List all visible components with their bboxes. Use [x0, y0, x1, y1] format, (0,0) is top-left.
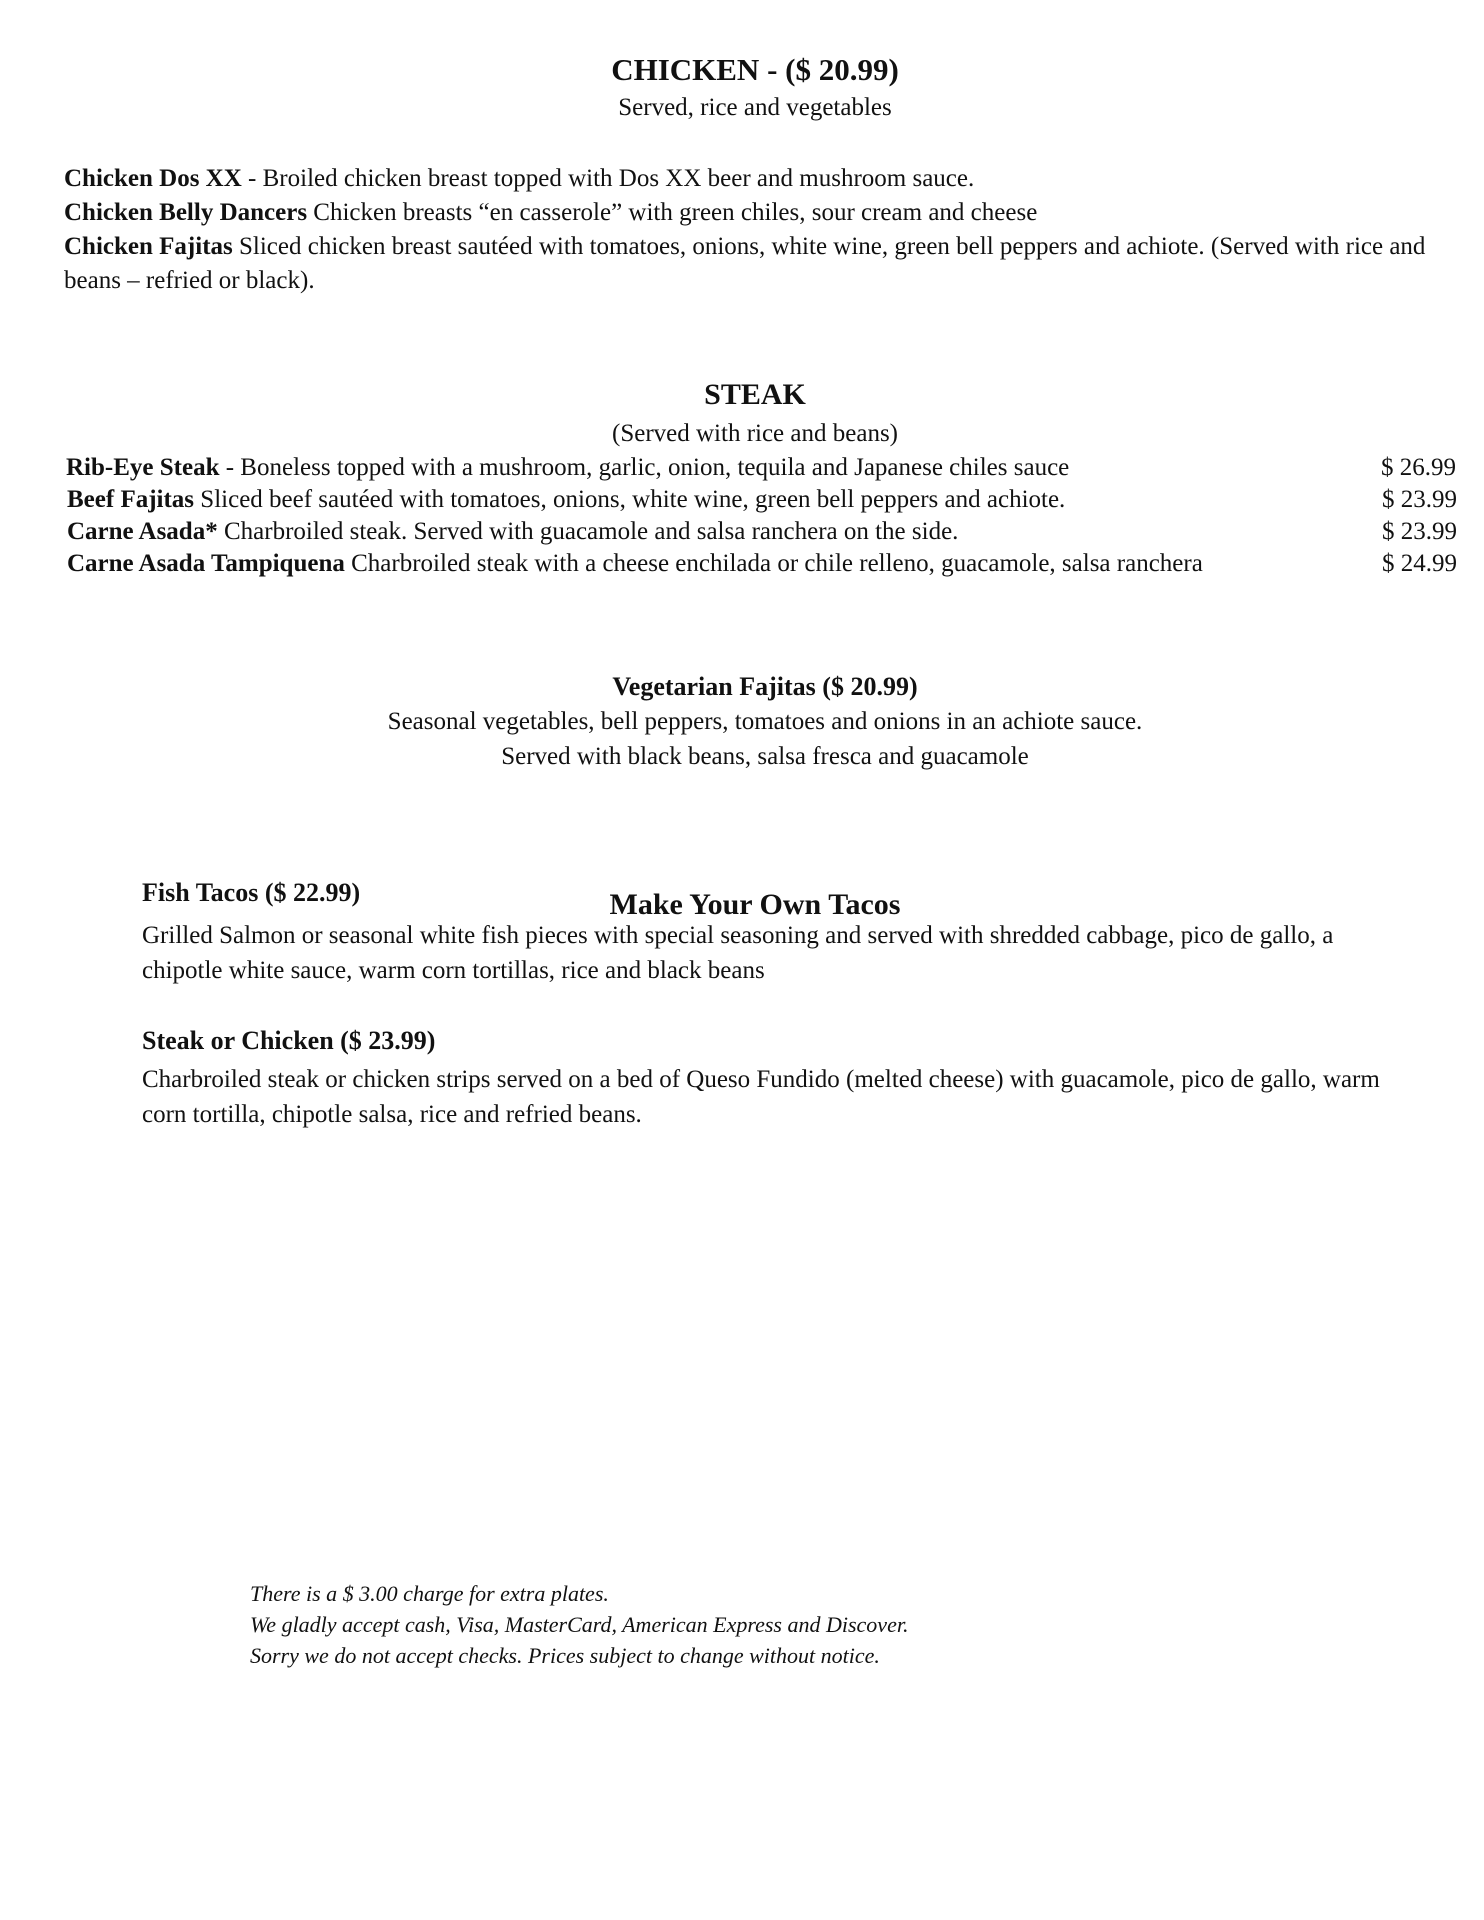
- menu-item-description: Sliced chicken breast sautéed with tomatoes, onions, white wine, green bell peppers and achiote. (Served with rice and beans – refried or black).: [64, 233, 1426, 294]
- menu-item-description: - Broiled chicken breast topped with Dos XX beer and mushroom sauce.: [241, 165, 975, 192]
- menu-item-description: - Boneless topped with a mushroom, garlic, onion, tequila and Japanese chiles sauce: [219, 454, 1070, 481]
- menu-item-name: Beef Fajitas: [67, 486, 195, 513]
- menu-item-rib-eye-steak: [66, 452, 1456, 484]
- menu-item-name: Chicken Belly Dancers: [64, 199, 308, 226]
- fish-tacos-heading: Fish Tacos ($ 22.99): [142, 878, 361, 907]
- menu-item-chicken-fajitas: [64, 230, 1454, 298]
- vegetarian-description-line: Seasonal vegetables, bell peppers, tomatoes and onions in an achiote sauce.: [387, 708, 1143, 735]
- steak-chicken-tacos-heading: Steak or Chicken ($ 23.99): [142, 1026, 436, 1055]
- menu-item-price: $ 26.99: [1381, 454, 1456, 481]
- chicken-section-subtitle: Served, rice and vegetables: [618, 94, 892, 121]
- vegetarian-description-line: Served with black beans, salsa fresca and guacamole: [501, 743, 1029, 770]
- menu-item-name: Chicken Fajitas: [64, 233, 233, 260]
- menu-item-price: $ 23.99: [1382, 518, 1457, 545]
- chicken-section-title: CHICKEN - ($ 20.99): [611, 52, 899, 87]
- menu-item-description: Charbroiled steak with a cheese enchilada or chile relleno, guacamole, salsa ranchera: [344, 550, 1203, 577]
- menu-item-description: Chicken breasts “en casserole” with green chiles, sour cream and cheese: [307, 199, 1038, 226]
- menu-item-name: Rib-Eye Steak: [66, 454, 220, 481]
- menu-item-price: $ 24.99: [1382, 550, 1457, 577]
- footer-note-line: Sorry we do not accept checks. Prices subject to change without notice.: [250, 1643, 880, 1668]
- footer-note-line: There is a $ 3.00 charge for extra plates.: [250, 1581, 609, 1606]
- menu-item-name: Chicken Dos XX: [64, 165, 242, 192]
- steak-section-title: STEAK: [704, 378, 806, 411]
- menu-item-price: $ 23.99: [1382, 486, 1457, 513]
- menu-item-description: Sliced beef sautéed with tomatoes, onions, white wine, green bell peppers and achiote.: [194, 486, 1066, 513]
- steak-section-subtitle: (Served with rice and beans): [612, 420, 898, 447]
- menu-item-carne-asada: [67, 516, 1457, 548]
- menu-item-beef-fajitas: [67, 484, 1457, 516]
- footer-notes: [250, 1578, 908, 1671]
- footer-note-line: We gladly accept cash, Visa, MasterCard, American Express and Discover.: [250, 1612, 909, 1637]
- menu-item-carne-asada-tampiquena: [67, 548, 1457, 580]
- menu-item-chicken-belly-dancers: [64, 196, 1454, 230]
- vegetarian-fajitas-title: Vegetarian Fajitas ($ 20.99): [612, 672, 918, 701]
- fish-tacos-description: Grilled Salmon or seasonal white fish pieces with special seasoning and served with shredded cabbage, pico de gallo, a chipotle white sauce, warm corn tortillas, rice and black beans: [142, 922, 1334, 984]
- menu-item-description: Charbroiled steak. Served with guacamole and salsa ranchera on the side.: [217, 518, 959, 545]
- steak-chicken-tacos-description: Charbroiled steak or chicken strips served on a bed of Queso Fundido (melted cheese) with guacamole, pico de gallo, warm corn tortilla, chipotle salsa, rice and refried beans.: [142, 1066, 1380, 1128]
- menu-item-chicken-dos-xx: [64, 162, 1454, 196]
- tacos-section-title: Make Your Own Tacos: [609, 888, 901, 921]
- menu-item-name: Carne Asada*: [67, 518, 218, 545]
- menu-item-name: Carne Asada Tampiquena: [67, 550, 345, 577]
